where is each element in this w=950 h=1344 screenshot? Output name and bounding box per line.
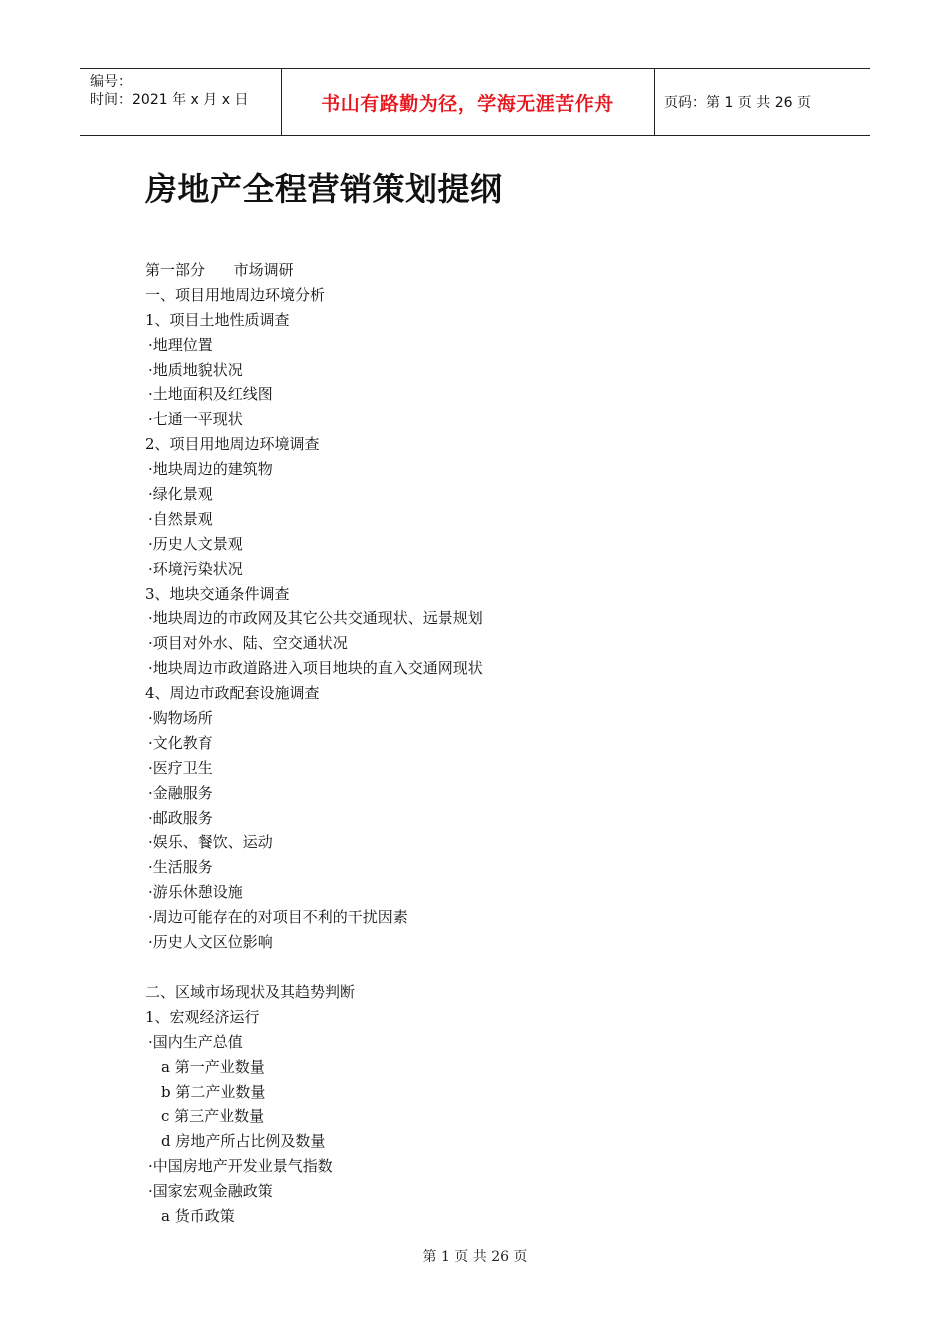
document-title: 房地产全程营销策划提纲: [145, 170, 503, 208]
header-meta: [90, 73, 248, 109]
section-heading: 二、区域市场现状及其趋势判断: [145, 982, 356, 1001]
section-heading: 2、项目用地周边环境调查: [145, 435, 320, 454]
sub-item: c 第三产业数量: [161, 1107, 265, 1126]
document-body: [145, 258, 865, 1229]
bullet-item: ·娱乐、餐饮、运动: [148, 833, 273, 852]
bullet-item: ·周边可能存在的对项目不利的干扰因素: [148, 908, 408, 927]
bullet-item: ·七通一平现状: [148, 410, 243, 429]
bullet-item: ·邮政服务: [148, 808, 213, 827]
sub-item: d 房地产所占比例及数量: [161, 1132, 326, 1151]
bullet-item: ·地质地貌状况: [148, 360, 243, 379]
bullet-item: ·地块周边市政道路进入项目地块的直入交通网现状: [148, 659, 483, 678]
bullet-item: ·自然景观: [148, 509, 213, 528]
bullet-item: ·历史人文景观: [148, 534, 243, 553]
section-heading: 3、地块交通条件调查: [145, 584, 290, 603]
sub-item: b 第二产业数量: [161, 1082, 266, 1101]
bullet-item: ·项目对外水、陆、空交通状况: [148, 634, 348, 653]
sub-item: a 货币政策: [161, 1206, 235, 1225]
bullet-item: ·中国房地产开发业景气指数: [148, 1157, 333, 1176]
bullet-item: ·医疗卫生: [148, 758, 213, 777]
bullet-item: ·购物场所: [148, 709, 213, 728]
bullet-item: ·生活服务: [148, 858, 213, 877]
bullet-item: ·土地面积及红线图: [148, 385, 273, 404]
section-heading: 1、宏观经济运行: [145, 1007, 260, 1026]
page-footer: 第 1 页 共 26 页: [422, 1249, 528, 1265]
bullet-item: ·游乐休憩设施: [148, 883, 243, 902]
header-motto: 书山有路勤为径，学海无涯苦作舟: [321, 92, 614, 115]
sub-item: a 第一产业数量: [161, 1057, 265, 1076]
number-label: 编号：: [90, 74, 132, 90]
section-heading: 1、项目土地性质调查: [145, 310, 290, 329]
bullet-item: ·国内生产总值: [148, 1032, 243, 1051]
bullet-item: ·环境污染状况: [148, 559, 243, 578]
time-label: 时间：2021 年 x 月 x 日: [90, 92, 249, 108]
bullet-item: ·地块周边的市政网及其它公共交通现状、远景规划: [148, 609, 483, 628]
section-heading: 一、项目用地周边环境分析: [145, 285, 326, 304]
bullet-item: ·地理位置: [148, 335, 213, 354]
bullet-item: ·绿化景观: [148, 485, 213, 504]
bullet-item: ·地块周边的建筑物: [148, 460, 273, 479]
bullet-item: ·金融服务: [148, 783, 213, 802]
bullet-item: ·国家宏观金融政策: [148, 1182, 273, 1201]
section-heading: 4、周边市政配套设施调查: [145, 684, 320, 703]
section-heading: 第一部分 市场调研: [145, 261, 294, 279]
header-divider: [654, 69, 655, 135]
document-header: [80, 68, 870, 136]
header-page-info: 页码：第 1 页 共 26 页: [664, 95, 811, 111]
bullet-item: ·历史人文区位影响: [148, 933, 273, 952]
bullet-item: ·文化教育: [148, 733, 213, 752]
